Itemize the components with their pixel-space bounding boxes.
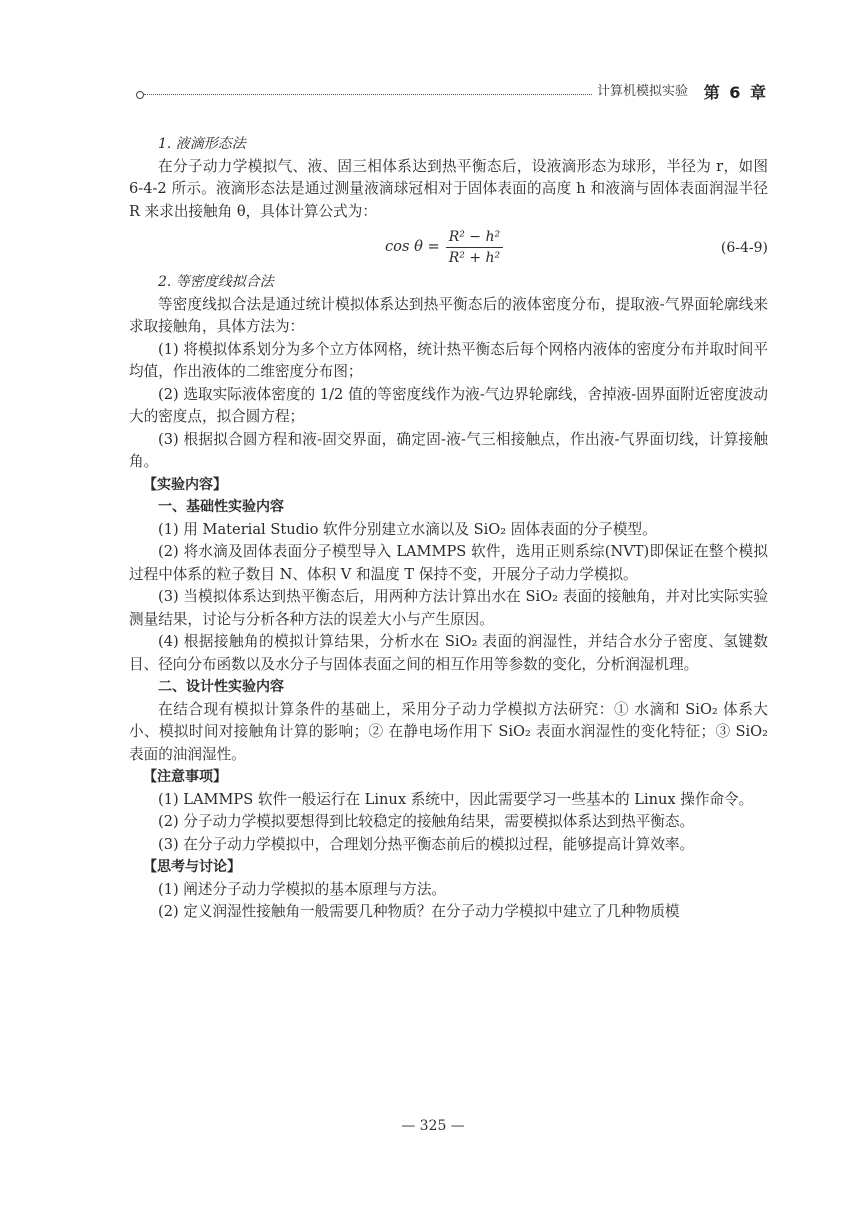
- heading-basic-experiments: 一、基础性实验内容: [158, 499, 284, 515]
- paragraph-question-1: (1) 阐述分子动力学模拟的基本原理与方法。: [158, 880, 447, 898]
- equation-lhs: cos θ =: [385, 238, 440, 256]
- paragraph-question-2: (2) 定义润湿性接触角一般需要几种物质？在分子动力学模拟中建立了几种物质模: [158, 903, 680, 920]
- heading-experiment-content: 【实验内容】: [143, 476, 227, 493]
- paragraph-basic-3: (3) 当模拟体系达到热平衡态后，用两种方法计算出水在 SiO₂ 表面的接触角，并对比实际实验测量结果，讨论与分析各种方法的误差大小与产生原因。: [129, 588, 768, 628]
- running-header: [136, 80, 766, 102]
- paragraph-density-contour-method: 等密度线拟合法是通过统计模拟体系达到热平衡态后的液体密度分布，提取液-气界面轮廓线来求取接触角，具体方法为：: [129, 295, 768, 335]
- equation-fraction: [446, 227, 503, 268]
- heading-design-experiments: 二、设计性实验内容: [158, 679, 284, 695]
- paragraph-step-3: (3) 根据拟合圆方程和液-固交界面，确定固-液-气三相接触点，作出液-气界面切线，计算接触角。: [129, 430, 768, 470]
- subheading-droplet-shape-method: 1. 液滴形态法: [158, 136, 246, 152]
- paragraph-note-3: (3) 在分子动力学模拟中，合理划分热平衡态前后的模拟过程，能够提高计算效率。: [158, 835, 695, 853]
- paragraph-basic-2: (2) 将水滴及固体表面分子模型导入 LAMMPS 软件，选用正则系综(NVT)即保证在整个模拟过程中体系的粒子数目 N、体积 V 和温度 T 保持不变，开展分子动力学模拟。: [129, 543, 768, 583]
- header-circle-ornament: [136, 91, 144, 99]
- page-number: — 325 —: [401, 1118, 465, 1134]
- subheading-density-contour-method: 2. 等密度线拟合法: [158, 274, 274, 290]
- equation-6-4-9: [129, 223, 768, 271]
- paragraph-droplet-shape-method: 在分子动力学模拟气、液、固三相体系达到热平衡态后，设液滴形态为球形，半径为 r，如图 6-4-2 所示。液滴形态法是通过测量液滴球冠相对于固体表面的高度 h 和液滴与固体表面润湿半径 R 来求出接触角 θ，具体计算公式为：: [129, 157, 768, 220]
- paragraph-design-1: 在结合现有模拟计算条件的基础上，采用分子动力学模拟方法研究：① 水滴和 SiO₂ 体系大小、模拟时间对接触角计算的影响；② 在静电场作用下 SiO₂ 表面水润湿性的变化特征；③ SiO₂ 表面的油润湿性。: [129, 700, 768, 763]
- equation-numerator: R² − h²: [446, 227, 503, 248]
- paragraph-step-2: (2) 选取实际液体密度的 1/2 值的等密度线作为液-气边界轮廓线，舍掉液-固界面附近密度波动大的密度点，拟合圆方程；: [129, 385, 768, 425]
- paragraph-note-1: (1) LAMMPS 软件一般运行在 Linux 系统中，因此需要学习一些基本的 Linux 操作命令。: [158, 790, 754, 808]
- paragraph-step-1: (1) 将模拟体系划分为多个立方体网格，统计热平衡态后每个网格内液体的密度分布并取时间平均值，作出液体的二维密度分布图；: [129, 340, 768, 380]
- page-body: [129, 133, 768, 924]
- paragraph-note-2: (2) 分子动力学模拟要想得到比较稳定的接触角结果，需要模拟体系达到热平衡态。: [158, 813, 695, 830]
- equation-number: (6-4-9): [720, 240, 768, 256]
- heading-thinking-discussion: 【思考与讨论】: [143, 859, 241, 875]
- header-book-title: 计算机模拟实验: [593, 80, 688, 99]
- header-chapter: 第 6 章: [703, 83, 766, 102]
- paragraph-basic-4: (4) 根据接触角的模拟计算结果，分析水在 SiO₂ 表面的润湿性，并结合水分子密度、氢键数目、径向分布函数以及水分子与固体表面之间的相互作用等参数的变化，分析润湿机理。: [129, 633, 768, 673]
- equation-denominator: R² + h²: [448, 250, 501, 266]
- heading-notes: 【注意事项】: [143, 769, 227, 785]
- paragraph-basic-1: (1) 用 Material Studio 软件分别建立水滴以及 SiO₂ 固体表面的分子模型。: [158, 520, 657, 538]
